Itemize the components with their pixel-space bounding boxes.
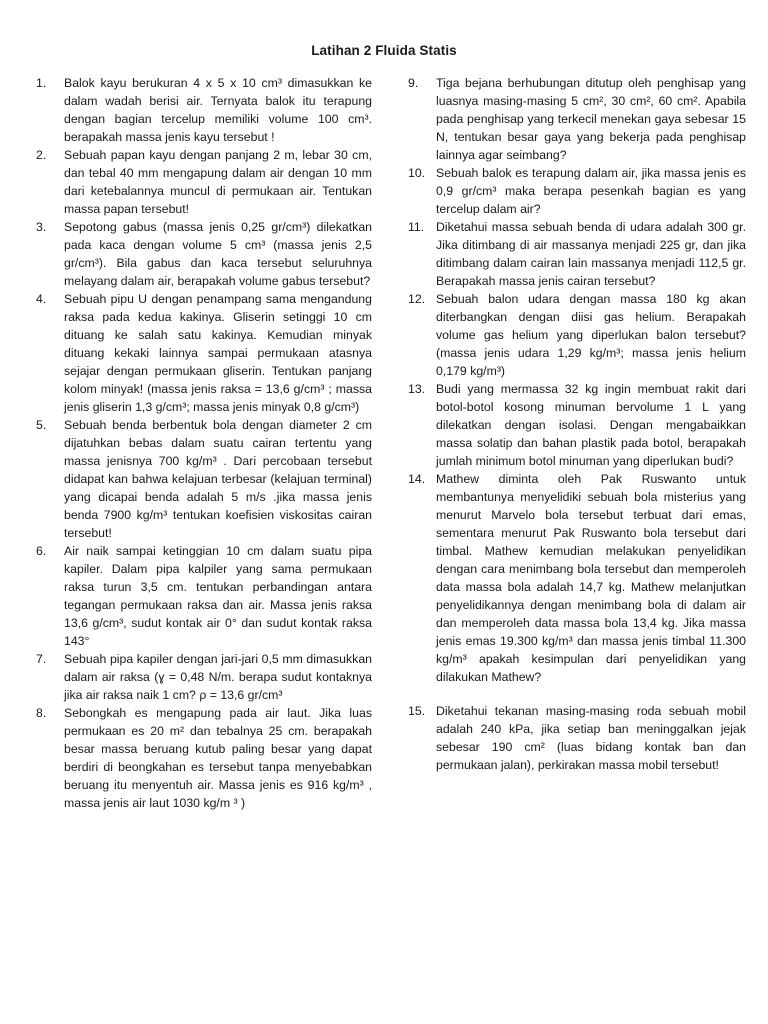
- question-text: Balok kayu berukuran 4 x 5 x 10 cm³ dimasukkan ke dalam wadah berisi air. Ternyata balok itu terapung dengan bagian tercelup memiliki volume 100 cm³. berapakah massa jenis kayu tersebut !: [64, 76, 372, 144]
- question-number: 3.: [36, 220, 47, 234]
- question-item: [408, 290, 746, 380]
- question-number: 12.: [408, 292, 426, 306]
- question-item: [408, 218, 746, 290]
- question-text: Sebuah balok es terapung dalam air, jika massa jenis es 0,9 gr/cm³ maka berapa pesenkah bagian es yang tercelup dalam air?: [436, 166, 746, 216]
- question-number: 11.: [408, 220, 425, 234]
- question-item: [36, 74, 372, 146]
- question-text: Sebuah papan kayu dengan panjang 2 m, lebar 30 cm, dan tebal 40 mm mengapung dalam air dengan 10 mm dari ketebalannya muncul di permukaan air. Tentukan massa papan tersebut!: [64, 148, 372, 216]
- question-number: 8.: [36, 706, 47, 720]
- question-number: 13.: [408, 382, 426, 396]
- question-number: 9.: [408, 76, 419, 90]
- question-text: Sebuah pipa kapiler dengan jari-jari 0,5 mm dimasukkan dalam air raksa (ɣ = 0,48 N/m. berapa sudut kontaknya jika air raksa naik 1 cm? ρ = 13,6 gr/cm³: [64, 652, 372, 702]
- right-column: [408, 74, 746, 774]
- question-text: Sebuah pipu U dengan penampang sama mengandung raksa pada kedua kakinya. Gliserin setinggi 10 cm dituang ke salah satu kakinya. Kemudian minyak dituang kekaki lainnya sampai permukaan atasnya sejajar dengan permukaan gliserin. Tentukan panjang kolom minyak! (massa jenis raksa = 13,6 g/cm³ ; massa jenis gliserin 1,3 g/cm³; massa jenis minyak 0,8 g/cm³): [64, 292, 372, 414]
- question-text: Mathew diminta oleh Pak Ruswanto untuk membantunya menyelidiki sebuah bola misterius yang menurut Marvelo bola tersebut terbuat dari emas, sementara menurut Pak Ruswanto bola tersebut dari timbal. Mathew kemudian melakukan penyelidikan dengan cara menimbang bola tersebut dan memperoleh data massa bola adalah 14,7 kg. Mathew melanjutkan penyelidikannya dengan menimbang bola di dalam air dan memperoleh data massa bola 13,4 kg. Jika massa jenis emas 19.300 kg/m³ dan massa jenis timbal 11.300 kg/m³ apakah kesimpulan dari penyelidikan yang dilakukan Mathew?: [436, 472, 746, 684]
- question-number: 2.: [36, 148, 47, 162]
- spacer: [408, 686, 746, 702]
- question-item: [36, 290, 372, 416]
- question-text: Sebuah balon udara dengan massa 180 kg akan diterbangkan dengan diisi gas helium. Berapakah volume gas helium yang diperlukan balon tersebut? (massa jenis udara 1,29 kg/m³; massa jenis helium 0,179 kg/m³): [436, 292, 746, 378]
- question-item: [408, 470, 746, 686]
- question-number: 14.: [408, 472, 426, 486]
- question-item: [408, 380, 746, 470]
- question-text: Sebongkah es mengapung pada air laut. Jika luas permukaan es 20 m² dan tebalnya 25 cm. berapakah besar massa beruang kutub paling besar yang dapat berdiri di beongkahan es tersebut tanpa menyebabkan beruang itu menyentuh air. Massa jenis es 916 kg/m³ , massa jenis air laut 1030 kg/m ³ ): [64, 706, 372, 810]
- question-text: Budi yang mermassa 32 kg ingin membuat rakit dari botol-botol kosong minuman bervolume 1 L yang dilekatkan dengan isolasi. Dengan mengabaikkan massa solatip dan bahan plastik pada botol, berapakah jumlah minimum botol minuman yang diperlukan budi?: [436, 382, 746, 468]
- question-item: [36, 218, 372, 290]
- question-item: [36, 416, 372, 542]
- question-item: [36, 146, 372, 218]
- left-column: [36, 74, 372, 812]
- question-number: 1.: [36, 76, 47, 90]
- question-number: 5.: [36, 418, 47, 432]
- question-number: 15.: [408, 704, 426, 718]
- question-text: Sepotong gabus (massa jenis 0,25 gr/cm³) dilekatkan pada kaca dengan volume 5 cm³ (massa jenis 2,5 gr/cm³). Bila gabus dan kaca tersebut seluruhnya melayang dalam air, berapakah volume gabus tersebut?: [64, 220, 372, 288]
- question-item: [408, 164, 746, 218]
- question-text: Sebuah benda berbentuk bola dengan diameter 2 cm dijatuhkan bebas dalam suatu cairan tertentu yang massa jenisnya 700 kg/m³ . Dari percobaan tersebut didapat kan bahwa kelajuan terbesar (kelajuan terminal) yang dicapai benda adalah 5 m/s .jika massa jenis benda 7900 kg/m³ tentukan koefisien viskositas cairan tersebut!: [64, 418, 372, 540]
- question-number: 7.: [36, 652, 47, 666]
- question-number: 6.: [36, 544, 47, 558]
- question-item: [36, 542, 372, 650]
- question-item: [408, 74, 746, 164]
- question-number: 4.: [36, 292, 47, 306]
- question-text: Air naik sampai ketinggian 10 cm dalam suatu pipa kapiler. Dalam pipa kalpiler yang sama permukaan raksa turun 3,5 cm. tentukan perbandingan antara tegangan permukaan raksa dan air. Massa jenis raksa 13,6 g/cm³, sudut kontak air 0° dan sudut kontak raksa 143°: [64, 544, 372, 648]
- question-number: 10.: [408, 166, 426, 180]
- question-item: [36, 704, 372, 812]
- question-text: Diketahui massa sebuah benda di udara adalah 300 gr. Jika ditimbang di air massanya menjadi 225 gr, dan jika ditimbang dalam cairan lain massanya menjadi 112,5 gr. Berapakah massa jenis cairan tersebut?: [436, 220, 746, 288]
- question-item: [36, 650, 372, 704]
- question-text: Diketahui tekanan masing-masing roda sebuah mobil adalah 240 kPa, jika setiap ban meninggalkan jejak sebesar 190 cm² (luas bidang kontak ban dan permukaan jalan), perkirakan massa mobil tersebut!: [436, 704, 746, 772]
- question-item: [408, 702, 746, 774]
- page-title: Latihan 2 Fluida Statis: [311, 43, 457, 58]
- question-text: Tiga bejana berhubungan ditutup oleh penghisap yang luasnya masing-masing 5 cm², 30 cm², 60 cm². Apabila pada penghisap yang terkecil menekan gaya sebesar 15 N, tentukan besar gaya yang bekerja pada penghisap lainnya agar seimbang?: [436, 76, 746, 162]
